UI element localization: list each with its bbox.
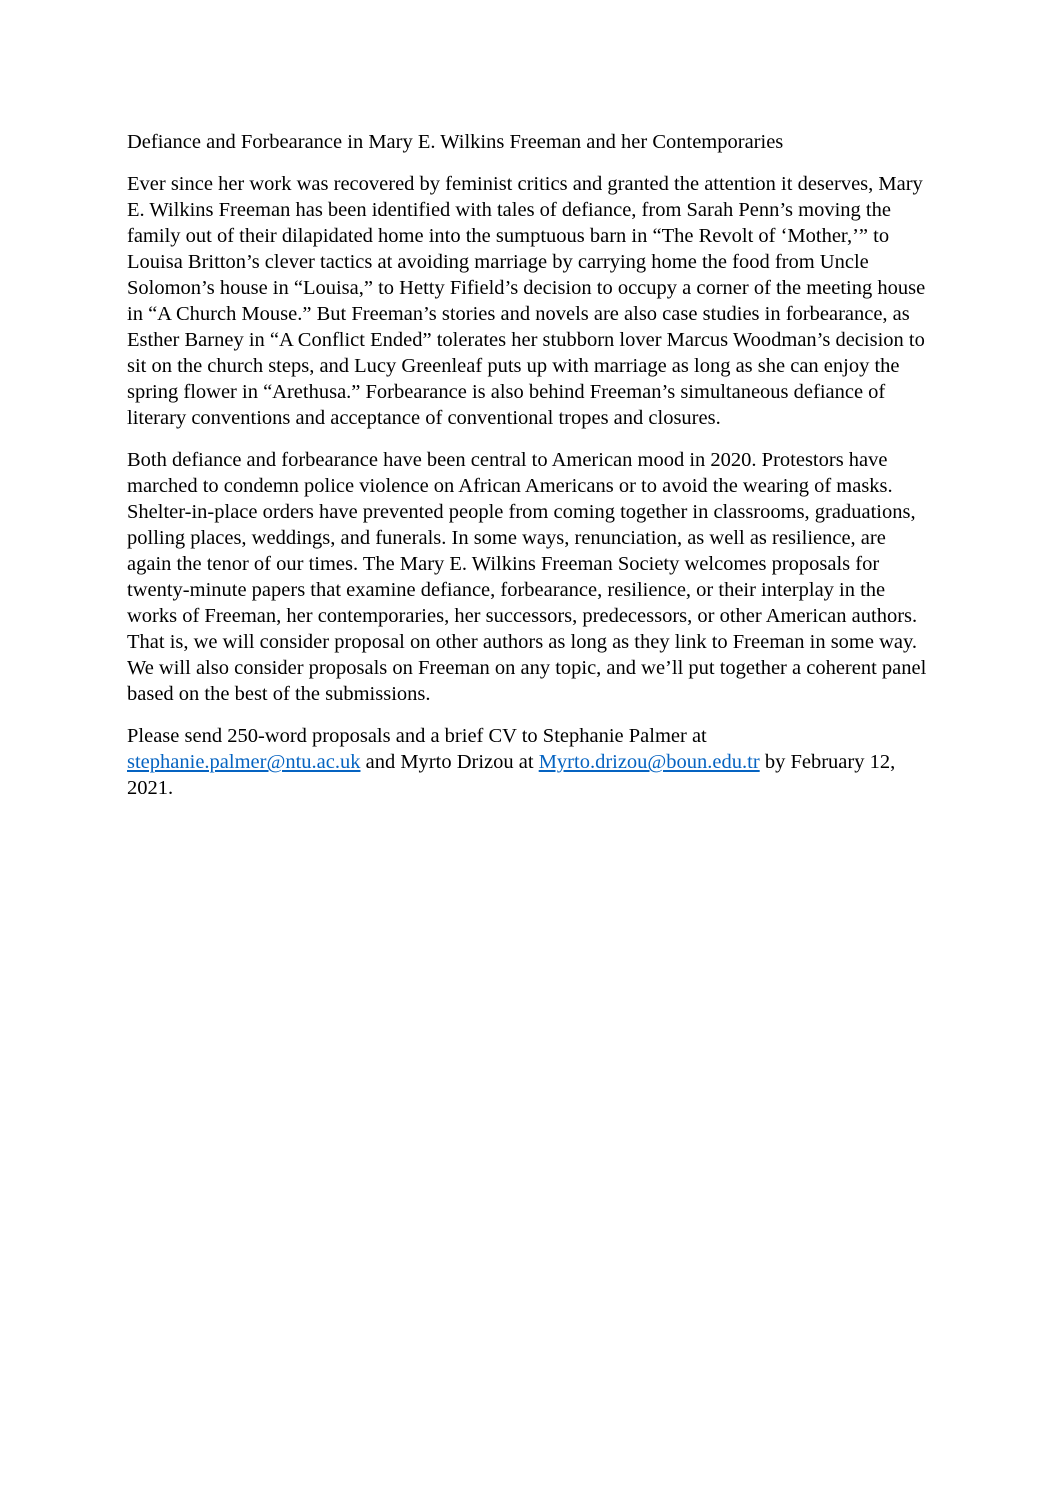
submission-text-before-link1: Please send 250-word proposals and a brief CV to Stephanie Palmer at [127, 725, 707, 747]
paragraph-submission-instructions [127, 723, 933, 801]
document-title: Defiance and Forbearance in Mary E. Wilkins Freeman and her Contemporaries [127, 131, 784, 153]
submission-text-after-link2: by February 12, 2021. [127, 751, 896, 799]
email-link-myrto-drizou[interactable]: Myrto.drizou@boun.edu.tr [538, 751, 760, 773]
paragraph-defiance-overview: Ever since her work was recovered by feminist critics and granted the attention it deserves, Mary E. Wilkins Freeman has been identified with tales of defiance, from Sarah Penn’s moving the family out of their dilapidated home into the sumptuous barn in “The Revolt of ‘Mother,’” to Louisa Britton’s clever tactics at avoiding marriage by carrying home the food from Uncle Solomon’s house in “Louisa,” to Hetty Fifield’s decision to occupy a corner of the meeting house in “A Church Mouse.” But Freeman’s stories and novels are also case studies in forbearance, as Esther Barney in “A Conflict Ended” tolerates her stubborn lover Marcus Woodman’s decision to sit on the church steps, and Lucy Greenleaf puts up with marriage as long as she can enjoy the spring flower in “Arethusa.” Forbearance is also behind Freeman’s simultaneous defiance of literary conventions and acceptance of conventional tropes and closures. [127, 173, 926, 429]
submission-text-between-links: and Myrto Drizou at [360, 751, 539, 773]
email-link-stephanie-palmer[interactable]: stephanie.palmer@ntu.ac.uk [127, 751, 361, 773]
paragraph-american-mood-2020: Both defiance and forbearance have been central to American mood in 2020. Protestors have marched to condemn police violence on African Americans or to avoid the wearing of masks. Shelter-in-place orders have prevented people from coming together in classrooms, graduations, polling places, weddings, and funerals. In some ways, renunciation, as well as resilience, are again the tenor of our times. The Mary E. Wilkins Freeman Society welcomes proposals for twenty-minute papers that examine defiance, forbearance, resilience, or their interplay in the works of Freeman, her contemporaries, her successors, predecessors, or other American authors. That is, we will consider proposal on other authors as long as they link to Freeman in some way. We will also consider proposals on Freeman on any topic, and we’ll put together a coherent panel based on the best of the submissions. [127, 449, 927, 705]
